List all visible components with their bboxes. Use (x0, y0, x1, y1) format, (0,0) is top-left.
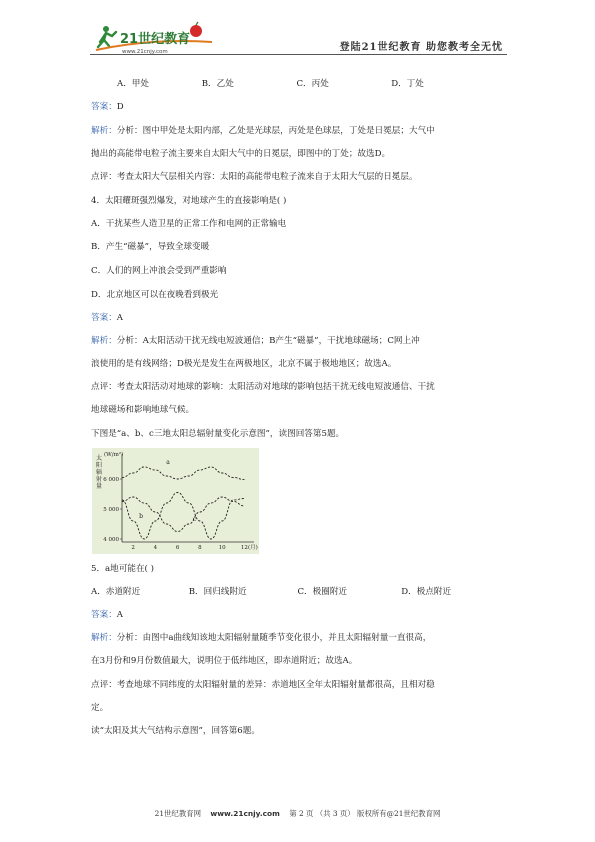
q5-comment-2: 定。 (91, 703, 109, 713)
header-divider (90, 54, 507, 55)
y-axis-unit: (W/m²) (104, 452, 124, 458)
q3-option-b: B．乙处 (201, 79, 234, 89)
y-tick-label: 6 000 (103, 477, 119, 483)
q4-analysis-2: 浪使用的是有线网络；D极光是发生在两极地区，北京不属于极地地区；故选A。 (91, 359, 397, 369)
q4-option-c: C．人们的网上冲浪会受到严重影响 (91, 266, 227, 276)
x-tick-label: 12 (240, 545, 248, 551)
q4-answer: 答案：A (91, 313, 124, 323)
x-tick-label: 2 (131, 545, 135, 551)
q4-option-d: D．北京地区可以在夜晚看到极光 (91, 290, 219, 300)
q5-analysis-1: 解析：分析：由图中a曲线知该地太阳辐射量随季节变化很小，并且太阳辐射量一直很高， (91, 633, 432, 643)
q5-analysis-2: 在3月份和9月份数值最大，说明位于低纬地区，即赤道附近；故选A。 (91, 656, 358, 666)
header-slogan: 登陆21世纪教育 助您教考全无忧 (339, 42, 503, 53)
q3-analysis-2: 抛出的高能带电粒子流主要来自太阳大气中的日冕层，即图中的丁处；故选D。 (91, 149, 391, 159)
y-axis-label: 太阳辐射量 (96, 455, 103, 490)
series-c-label: c (192, 516, 197, 523)
q4-comment-2: 地球磁场和影响地球气候。 (91, 405, 195, 415)
q5-option-d: D．极点附近 (401, 587, 452, 597)
q5-option-b: B．回归线附近 (188, 587, 247, 597)
x-tick-label: 6 (175, 545, 180, 551)
footer-right: 第 2 页 （共 3 页） 版权所有@21世纪教育网 (289, 809, 441, 818)
svg-text:21世纪教育: 21世纪教育 (120, 32, 191, 47)
q4-analysis-1: 解析：分析：A太阳活动干扰无线电短波通信；B产生“磁暴”，干扰地球磁场；C网上冲 (91, 336, 420, 346)
footer-site: www.21cnjy.com (210, 809, 280, 818)
q4-option-b: B．产生“磁暴”，导致全球变暖 (91, 242, 210, 252)
q3-comment: 点评：考查太阳大气层相关内容：太阳的高能带电粒子流来自于太阳大气层的日冕层。 (91, 172, 418, 182)
svg-text:www.21cnjy.com: www.21cnjy.com (122, 49, 168, 55)
x-tick-label: 10 (218, 545, 226, 551)
series-a-line (122, 467, 244, 480)
footer-left: 21世纪教育网 (154, 809, 201, 818)
q4-option-a: A．干扰某些人造卫星的正常工作和电网的正常输电 (91, 219, 287, 229)
q3-option-a: A．甲处 (117, 79, 149, 89)
page-footer (0, 808, 595, 819)
q6-intro: 读“太阳及其大气结构示意图”，回答第6题。 (91, 726, 260, 736)
x-tick-label: 8 (198, 545, 202, 551)
q3-options (117, 78, 424, 90)
q5-option-c: C．极圈附近 (297, 587, 348, 597)
q3-option-d: D．丁处 (391, 79, 424, 89)
q5-intro: 下图是“a、b、c三地太阳总辐射量变化示意图”，读图回答第5题。 (91, 429, 345, 439)
q5-options (91, 586, 451, 598)
q5-answer: 答案：A (91, 610, 124, 620)
site-logo (92, 20, 218, 56)
q4-stem: 4．太阳耀斑强烈爆发，对地球产生的直接影响是( ) (91, 196, 287, 206)
radiation-chart (92, 448, 259, 554)
x-axis-unit: (月) (248, 545, 258, 551)
x-tick-label: 4 (153, 545, 158, 551)
q3-analysis-1: 解析：分析：图中甲处是太阳内部，乙处是光球层，丙处是色球层，丁处是日冕层；大气中 (91, 126, 435, 136)
q4-comment-1: 点评：考查太阳活动对地球的影响：太阳活动对地球的影响包括干扰无线电短波通信、干扰 (91, 382, 435, 392)
q3-answer: 答案：D (91, 102, 124, 112)
radiation-chart-svg (92, 448, 259, 554)
y-tick-label: 5 000 (103, 507, 119, 513)
y-tick-label: 4 000 (103, 537, 119, 543)
q5-stem: 5．a地可能在( ) (91, 564, 154, 574)
q5-option-a: A．赤道附近 (91, 587, 141, 597)
series-b-label: b (139, 513, 143, 520)
q3-option-c: C．丙处 (296, 79, 329, 89)
q5-comment-1: 点评：考查地球不同纬度的太阳辐射量的差异：赤道地区全年太阳辐射量都很高，且相对稳 (91, 680, 435, 690)
series-a-label: a (166, 459, 170, 466)
